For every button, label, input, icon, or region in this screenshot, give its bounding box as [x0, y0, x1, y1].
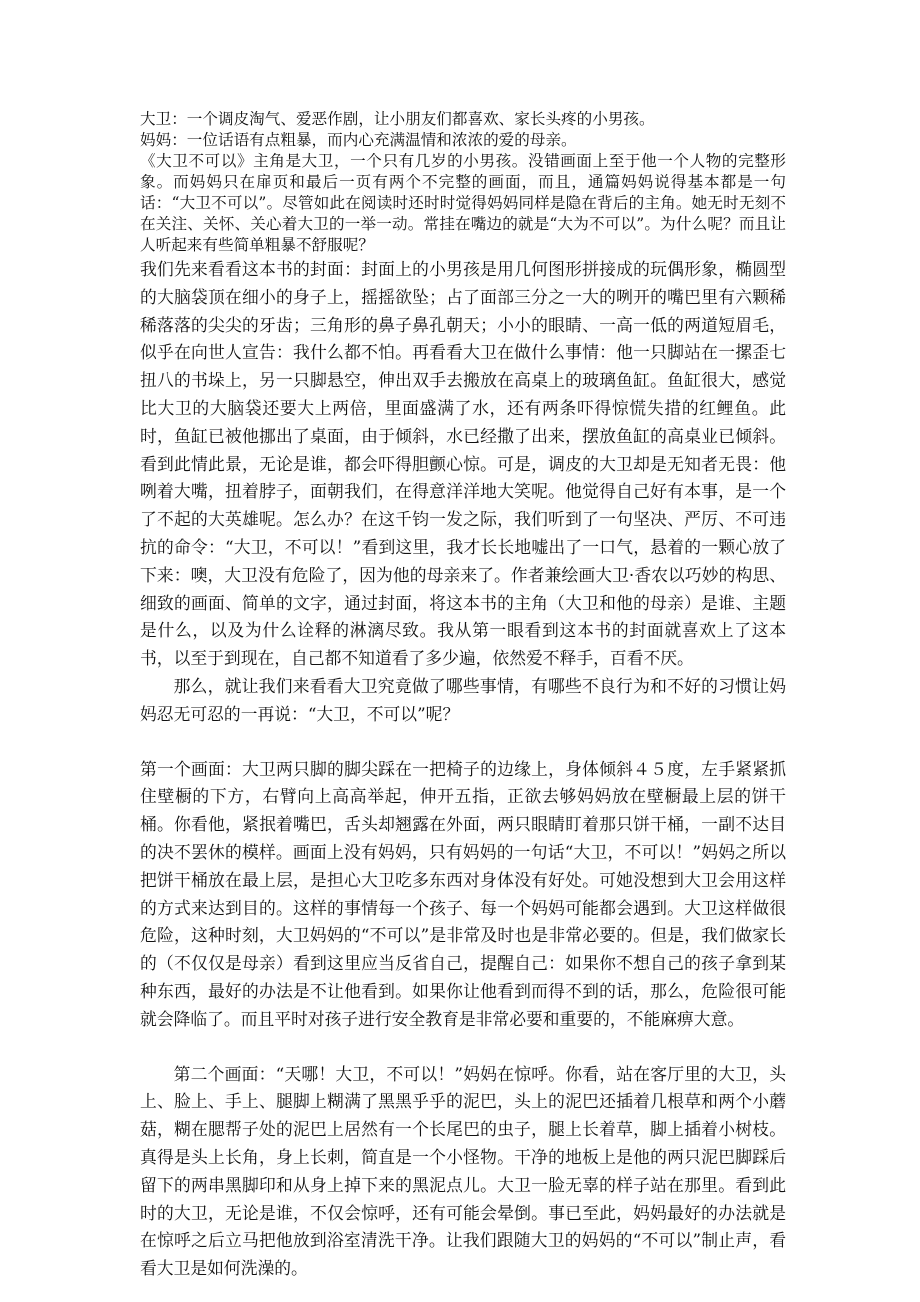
paragraph-mother-intro: 妈妈：一位话语有点粗暴，而内心充满温情和浓浓的爱的母亲。 [140, 131, 577, 149]
document-page [140, 109, 786, 1283]
paragraph-first-scene: 第一个画面：大卫两只脚的脚尖踩在一把椅子的边缘上，身体倾斜４５度，左手紧紧抓住壁橱的下方，右臂向上高高举起，伸开五指，正欲去够妈妈放在壁橱最上层的饼干桶。你看他，紧抿着嘴巴，舌头却翘露在外面，两只眼睛盯着那只饼干桶，一副不达目的决不罢休的模样。画面上没有妈妈，只有妈妈的一句话“大卫，不可以！”妈妈之所以把饼干桶放在最上层，是担心大卫吃多东西对身体没有好处。可她没想到大卫会用这样的方式来达到目的。这样的事情每一个孩子、每一个妈妈可能都会遇到。大卫这样做很危险，这种时刻，大卫妈妈的“不可以”是非常及时也是非常必要的。但是，我们做家长的（不仅仅是母亲）看到这里应当反省自己，提醒自己：如果你不想自己的孩子拿到某种东西，最好的办法是不让他看到。如果你让他看到而得不到的话，那么，危险很可能就会降临了。而且平时对孩子进行安全教育是非常必要和重要的，不能麻痹大意。 [140, 758, 786, 1029]
paragraph-book-overview: 《大卫不可以》主角是大卫，一个只有几岁的小男孩。没错画面上至于他一个人物的完整形象。而妈妈只在扉页和最后一页有两个不完整的画面，而且，通篇妈妈说得基本都是一句话：“大卫不可以”。尽管如此在阅读时还时时觉得妈妈同样是隐在背后的主角。她无时无刻不在关注、关怀、关心着大卫的一举一动。常挂在嘴边的就是“大为不可以”。为什么呢？而且让人听起来有些简单粗暴不舒服呢？ [140, 152, 786, 254]
paragraph-second-scene: 第二个画面：“天哪！大卫，不可以！”妈妈在惊呼。你看，站在客厅里的大卫，头上、脸上、手上、腿脚上糊满了黑黑乎乎的泥巴，头上的泥巴还插着几根草和两个小蘑菇，糊在腮帮子处的泥巴上居然有一个长尾巴的虫子，腿上长着草，脚上插着小树枝。真得是头上长角，身上长刺，简直是一个小怪物。干净的地板上是他的两只泥巴脚踩后留下的两串黑脚印和从身上掉下来的黑泥点儿。大卫一脸无辜的样子站在那里。看到此时的大卫，无论是谁，不仅会惊呼，还有可能会晕倒。事已至此，妈妈最好的办法就是在惊呼之后立马把他放到浴室清洗干净。让我们跟随大卫的妈妈的“不可以”制止声，看看大卫是如何洗澡的。 [140, 1063, 786, 1279]
paragraph-transition: 那么，就让我们来看看大卫究竟做了哪些事情，有哪些不良行为和不好的习惯让妈妈忍无可忍的一再说：“大卫，不可以”呢？ [140, 675, 786, 724]
paragraph-cover-analysis: 我们先来看看这本书的封面：封面上的小男孩是用几何图形拼接成的玩偶形象，椭圆型的大脑袋顶在细小的身子上，摇摇欲坠；占了面部三分之一大的咧开的嘴巴里有六颗稀稀落落的尖尖的牙齿；三角形的鼻子鼻孔朝天；小小的眼睛、一高一低的两道短眉毛，似乎在向世人宣告：我什么都不怕。再看看大卫在做什么事情：他一只脚站在一摞歪七扭八的书垛上，另一只脚悬空，伸出双手去搬放在高桌上的玻璃鱼缸。鱼缸很大，感觉比大卫的大脑袋还要大上两倍，里面盛满了水，还有两条吓得惊慌失措的红鲤鱼。此时，鱼缸已被他挪出了桌面，由于倾斜，水已经撒了出来，摆放鱼缸的高桌业已倾斜。看到此情此景，无论是谁，都会吓得胆颤心惊。可是，调皮的大卫却是无知者无畏：他咧着大嘴，扭着脖子，面朝我们，在得意洋洋地大笑呢。他觉得自己好有本事，是一个了不起的大英雄呢。怎么办？在这千钧一发之际，我们听到了一句坚决、严厉、不可违抗的命令：“大卫，不可以！”看到这里，我才长长地嘘出了一口气，悬着的一颗心放了下来：噢，大卫没有危险了，因为他的母亲来了。作者兼绘画大卫·香农以巧妙的构思、细致的画面、简单的文字，通过封面，将这本书的主角（大卫和他的母亲）是谁、主题是什么，以及为什么诠释的淋漓尽致。我从第一眼看到这本书的封面就喜欢上了这本书，以至于到现在，自己都不知道看了多少遍，依然爱不释手，百看不厌。 [140, 259, 786, 669]
paragraph-david-intro: 大卫：一个调皮淘气、爱恶作剧，让小朋友们都喜欢、家长头疼的小男孩。 [140, 110, 655, 128]
